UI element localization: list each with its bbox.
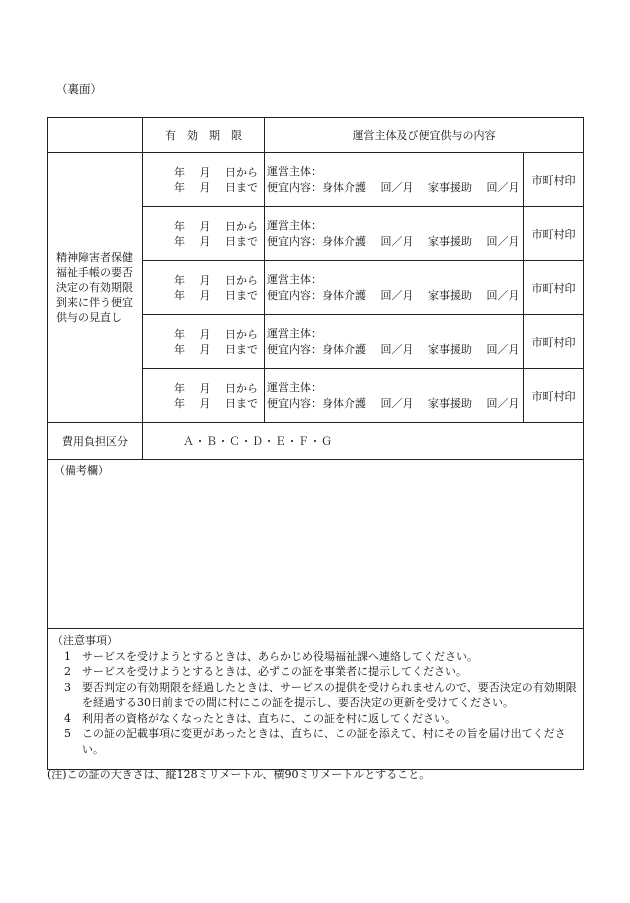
period-to: 年 月 日まで [174, 180, 258, 194]
validity-period-cell[interactable] [143, 207, 265, 261]
note-item: 1 サービスを受けようとするときは、あらかじめ役場福祉課へ連絡してください。 [64, 649, 478, 663]
period-to: 年 月 日まで [174, 342, 258, 356]
period-from: 年 月 日から [174, 381, 258, 395]
period-to: 年 月 日まで [174, 288, 258, 302]
period-from: 年 月 日から [174, 273, 258, 287]
service-content-cell[interactable] [265, 369, 524, 423]
remarks-label: （備考欄） [54, 464, 109, 477]
remarks-field[interactable] [48, 460, 584, 629]
service-details: 便宜内容：身体介護 回／月 家事援助 回／月 [267, 234, 520, 248]
municipal-seal-cell: 市町村印 [524, 261, 584, 315]
operator-label: 運営主体： [267, 380, 322, 394]
municipal-seal-cell: 市町村印 [524, 207, 584, 261]
operator-label: 運営主体： [267, 326, 322, 340]
certificate-form-table [47, 117, 584, 770]
header-content: 運営主体及び便宜供与の内容 [265, 118, 584, 153]
service-content-cell[interactable] [265, 315, 524, 369]
operator-label: 運営主体： [267, 164, 322, 178]
service-content-cell[interactable] [265, 153, 524, 207]
period-to: 年 月 日まで [174, 396, 258, 410]
notes-title: （注意事項） [52, 634, 118, 647]
operator-label: 運営主体： [267, 272, 322, 286]
note-item: 4 利用者の資格がなくなったときは、直ちに、この証を村に返してください。 [64, 711, 456, 725]
note-item: 2 サービスを受けようとするときは、必ずこの証を事業者に提示してください。 [64, 665, 467, 678]
validity-period-cell[interactable] [143, 315, 265, 369]
validity-period-cell[interactable] [143, 261, 265, 315]
period-to: 年 月 日まで [174, 234, 258, 248]
period-from: 年 月 日から [174, 219, 258, 233]
operator-label: 運営主体： [267, 218, 322, 232]
size-note: (注)この証の大きさは、縦128ミリメートル、横90ミリメートルとすること。 [47, 768, 431, 781]
notes-section [48, 629, 584, 770]
period-from: 年 月 日から [174, 165, 258, 179]
notes-row [48, 629, 584, 770]
service-content-cell[interactable] [265, 207, 524, 261]
service-details: 便宜内容：身体介護 回／月 家事援助 回／月 [267, 342, 520, 356]
municipal-seal-cell: 市町村印 [524, 369, 584, 423]
period-from: 年 月 日から [174, 327, 258, 341]
service-details: 便宜内容：身体介護 回／月 家事援助 回／月 [267, 396, 520, 410]
page-label: （裏面） [56, 82, 102, 96]
header-blank-cell [48, 118, 143, 153]
note-item: 5 この証の記載事項に変更があったときは、直ちに、この証を添えて、村にその旨を届け出てください。 [64, 727, 566, 756]
fee-category-options[interactable]: Ａ・Ｂ・Ｃ・Ｄ・Ｅ・Ｆ・Ｇ [143, 423, 584, 460]
municipal-seal-cell: 市町村印 [524, 315, 584, 369]
fee-category-row [48, 423, 584, 460]
validity-period-cell[interactable] [143, 369, 265, 423]
remarks-row [48, 460, 584, 629]
service-content-cell[interactable] [265, 261, 524, 315]
period-row [48, 153, 584, 207]
fee-category-label: 費用負担区分 [48, 423, 143, 460]
review-label: 精神障害者保健福祉手帳の要否決定の有効期限到来に伴う便宜供与の見直し [48, 153, 143, 423]
note-item: 3 要否判定の有効期限を経過したときは、サービスの提供を受けられませんので、要否決定の有効期限を経過する30日前までの間に村にこの証を提示し、要否決定の更新を受けてください。 [64, 680, 577, 709]
municipal-seal-cell: 市町村印 [524, 153, 584, 207]
header-validity-period: 有 効 期 限 [143, 118, 265, 153]
validity-period-cell[interactable] [143, 153, 265, 207]
service-details: 便宜内容：身体介護 回／月 家事援助 回／月 [267, 288, 520, 302]
service-details: 便宜内容：身体介護 回／月 家事援助 回／月 [267, 180, 520, 194]
header-row [48, 118, 584, 153]
